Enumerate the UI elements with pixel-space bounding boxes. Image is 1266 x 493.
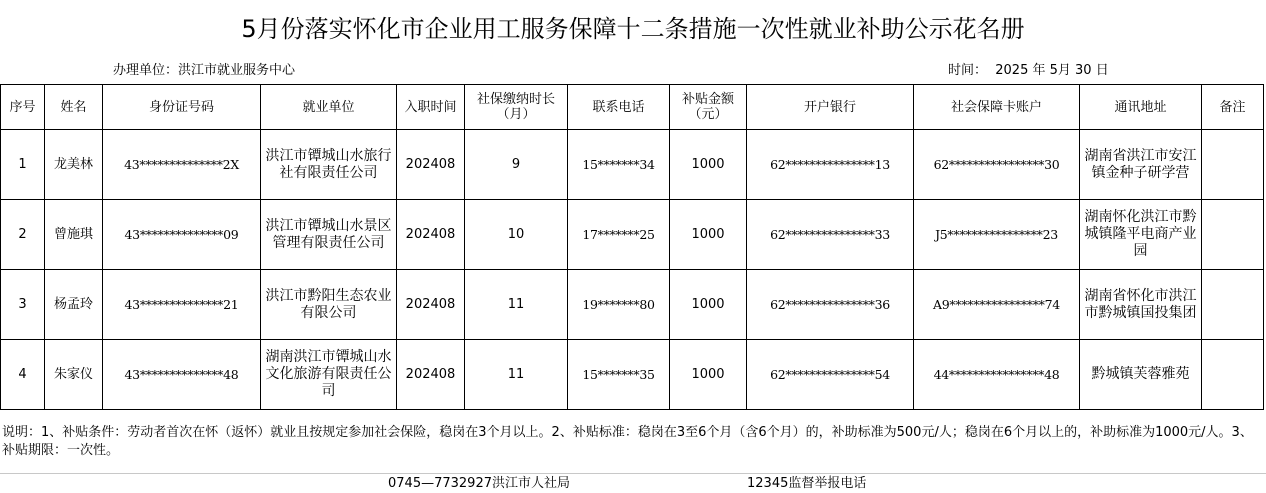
cell-bank: 62***************13 [747, 130, 914, 200]
col-header-no: 序号 [1, 85, 45, 130]
cell-no: 1 [1, 130, 45, 200]
cell-id: 43**************09 [103, 200, 261, 270]
cell-no: 2 [1, 200, 45, 270]
cell-unit: 洪江市镡城山水景区管理有限责任公司 [261, 200, 397, 270]
table-row [1, 200, 1264, 270]
cell-hire: 202408 [397, 200, 465, 270]
cell-id: 43**************48 [103, 340, 261, 410]
hotline-hr-bureau: 0745—7732927洪江市人社局 [388, 476, 570, 491]
cell-unit: 洪江市镡城山水旅行社有限责任公司 [261, 130, 397, 200]
cell-subsidy: 1000 [670, 130, 747, 200]
cell-hire: 202408 [397, 270, 465, 340]
cell-id: 43**************2X [103, 130, 261, 200]
cell-phone: 15*******35 [568, 340, 670, 410]
cell-id: 43**************21 [103, 270, 261, 340]
notes: 说明：1、补贴条件：劳动者首次在怀（返怀）就业且按规定参加社会保险，稳岗在3个月以上。2、补贴标准：稳岗在3至6个月（含6个月）的，补助标准为500元/人；稳岗在6个月以上的，补助标准为1000元/人。3、补贴期限：一次性。 [2, 425, 1253, 458]
cell-phone: 17*******25 [568, 200, 670, 270]
col-header-phone: 联系电话 [568, 85, 670, 130]
cell-ss-card: 62****************30 [914, 130, 1080, 200]
col-header-address: 通讯地址 [1080, 85, 1202, 130]
page-title: 5月份落实怀化市企业用工服务保障十二条措施一次性就业补助公示花名册 [241, 15, 1025, 43]
cell-address: 湖南省洪江市安江镇金种子研学营 [1080, 130, 1202, 200]
col-header-subsidy: 补贴金额（元） [670, 85, 747, 130]
handling-unit: 办理单位：洪江市就业服务中心 [113, 63, 296, 78]
cell-remark [1202, 200, 1264, 270]
cell-unit: 洪江市黔阳生态农业有限公司 [261, 270, 397, 340]
cell-name: 朱家仪 [45, 340, 103, 410]
col-header-remark: 备注 [1202, 85, 1264, 130]
table-row [1, 270, 1264, 340]
cell-phone: 15*******34 [568, 130, 670, 200]
cell-address: 湖南省怀化市洪江市黔城镇国投集团 [1080, 270, 1202, 340]
col-header-unit: 就业单位 [261, 85, 397, 130]
cell-name: 杨孟玲 [45, 270, 103, 340]
cell-remark [1202, 270, 1264, 340]
subsidy-table [0, 84, 1264, 410]
cell-hire: 202408 [397, 130, 465, 200]
cell-unit: 湖南洪江市镡城山水文化旅游有限责任公司 [261, 340, 397, 410]
cell-name: 龙美林 [45, 130, 103, 200]
cell-no: 3 [1, 270, 45, 340]
col-header-id: 身份证号码 [103, 85, 261, 130]
cell-address: 黔城镇芙蓉雅苑 [1080, 340, 1202, 410]
cell-ss-months: 10 [465, 200, 568, 270]
table-row [1, 340, 1264, 410]
table-header-row [1, 85, 1264, 130]
cell-address: 湖南怀化洪江市黔城镇隆平电商产业园 [1080, 200, 1202, 270]
cell-subsidy: 1000 [670, 340, 747, 410]
cell-ss-months: 11 [465, 340, 568, 410]
col-header-ss-months: 社保缴纳时长（月） [465, 85, 568, 130]
cell-subsidy: 1000 [670, 270, 747, 340]
col-header-name: 姓名 [45, 85, 103, 130]
publish-date: 时间： 2025 年 5月 30 日 [948, 63, 1109, 78]
cell-name: 曾施琪 [45, 200, 103, 270]
cell-remark [1202, 130, 1264, 200]
cell-subsidy: 1000 [670, 200, 747, 270]
cell-ss-card: 44****************48 [914, 340, 1080, 410]
col-header-hire: 入职时间 [397, 85, 465, 130]
cell-no: 4 [1, 340, 45, 410]
cell-bank: 62***************36 [747, 270, 914, 340]
cell-phone: 19*******80 [568, 270, 670, 340]
cell-ss-months: 9 [465, 130, 568, 200]
footer-divider [0, 473, 1266, 474]
cell-ss-card: A9****************74 [914, 270, 1080, 340]
cell-hire: 202408 [397, 340, 465, 410]
cell-ss-months: 11 [465, 270, 568, 340]
table-row [1, 130, 1264, 200]
cell-remark [1202, 340, 1264, 410]
cell-bank: 62***************33 [747, 200, 914, 270]
col-header-bank: 开户银行 [747, 85, 914, 130]
cell-ss-card: J5****************23 [914, 200, 1080, 270]
hotline-supervision: 12345监督举报电话 [747, 476, 867, 491]
col-header-ss-card: 社会保障卡账户 [914, 85, 1080, 130]
cell-bank: 62***************54 [747, 340, 914, 410]
